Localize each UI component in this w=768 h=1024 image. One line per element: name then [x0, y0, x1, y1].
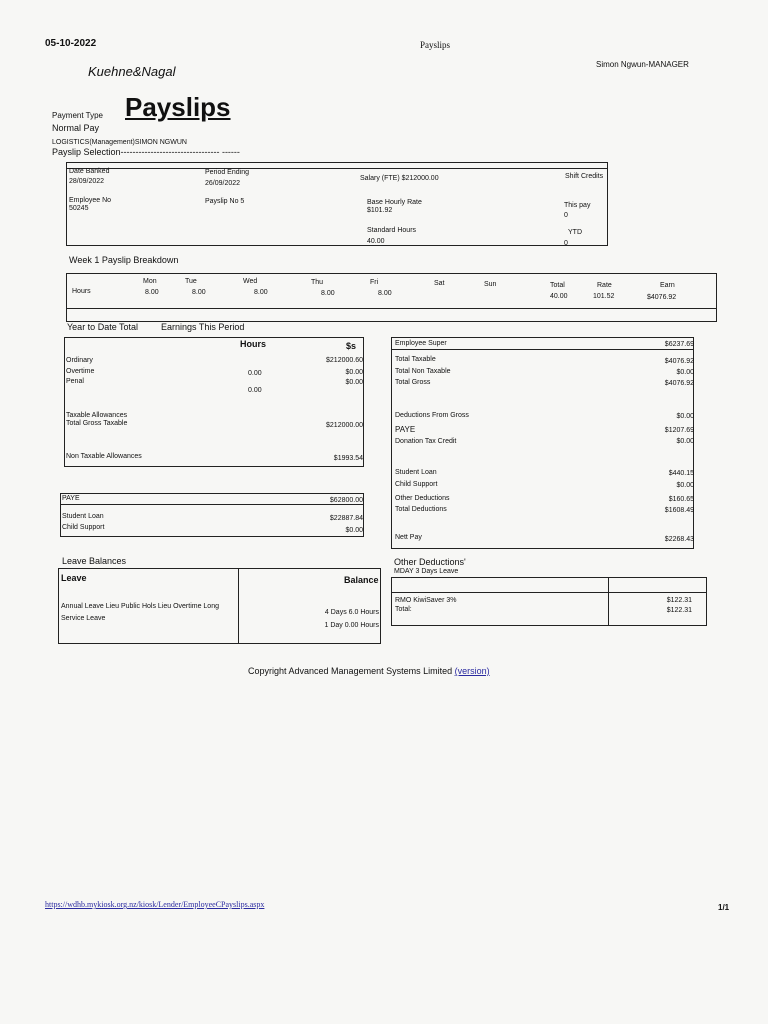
earnings-this-period-title: Earnings This Period [161, 322, 245, 332]
period-paye-label: PAYE [395, 425, 416, 434]
page-url-link[interactable]: https://wdhb.mykiosk.org.nz/kiosk/Lender/EmployeeCPayslips.aspx [45, 900, 265, 909]
overtime-hours: 0.00 [248, 370, 262, 377]
period-ending-value: 26/09/2022 [205, 180, 241, 187]
standard-hours-label: Standard Hours [367, 227, 417, 234]
week-row-label: Hours [72, 288, 91, 295]
total-taxable-label: Total Taxable [395, 356, 436, 363]
salary: Salary (FTE) $212000.00 [360, 175, 439, 182]
nett-pay-value: $2268.43 [664, 536, 694, 543]
payment-type-label: Payment Type [52, 111, 103, 120]
period-student-loan-value: $440.15 [668, 470, 694, 477]
company-name: Kuehne&Nagal [88, 64, 176, 79]
summary-box-divider [391, 349, 694, 350]
balance-header: Balance [344, 575, 379, 585]
page-header-title: Payslips [420, 40, 451, 50]
version-link[interactable]: (version) [454, 666, 490, 676]
total-gross-taxable-value: $212000.00 [326, 422, 363, 429]
leave-table-column-rule [238, 568, 239, 644]
donation-credit-value: $0.00 [676, 438, 694, 445]
total-deductions-value: $1608.49 [664, 507, 694, 514]
base-rate-label: Base Hourly Rate [367, 199, 422, 206]
user-name: Simon Ngwun-MANAGER [596, 60, 689, 69]
day-sat-name: Sat [434, 280, 445, 287]
penal-value: $0.00 [345, 379, 363, 386]
overtime-label: Overtime [66, 368, 95, 375]
copyright [248, 666, 490, 677]
week-earn-value: $4076.92 [647, 294, 677, 301]
period-child-support-value: $0.00 [676, 482, 694, 489]
hours-header: Hours [240, 339, 267, 349]
ytd-tax-box [60, 493, 364, 537]
leave-balance-2: 1 Day 0.00 Hours [324, 622, 379, 629]
ytd-child-support-value: $0.00 [345, 527, 363, 534]
total-gross-value: $4076.92 [664, 380, 694, 387]
ytd-student-loan-value: $22887.84 [329, 515, 363, 522]
deductions-gross-label: Deductions From Gross [395, 412, 469, 419]
penal-label: Penal [66, 378, 84, 385]
tax-box-divider [60, 504, 364, 505]
dollars-header: $s [346, 341, 357, 351]
day-mon-hours: 8.00 [145, 289, 159, 296]
week-rate-value: 101.52 [593, 293, 615, 300]
week-total-value: 40.00 [550, 293, 568, 300]
non-taxable-value: $1993.54 [333, 455, 363, 462]
ytd-value: 0 [564, 240, 568, 247]
day-fri-name: Fri [370, 279, 379, 286]
base-rate-value: $101.92 [367, 207, 393, 214]
non-taxable-label: Non Taxable Allowances [66, 453, 142, 460]
deductions-total-label: Total: [395, 606, 412, 613]
ordinary-label: Ordinary [66, 357, 93, 364]
total-deductions-label: Total Deductions [395, 506, 447, 513]
employee-no-value: 50245 [69, 205, 89, 212]
employee-no-label: Employee No [69, 197, 112, 204]
ytd-child-support-label: Child Support [62, 524, 105, 531]
period-ending-label: Period Ending [205, 169, 249, 176]
ytd-title: Year to Date Total [67, 322, 139, 332]
copyright-text: Copyright Advanced Management Systems Limited [248, 666, 453, 676]
day-sun-name: Sun [484, 281, 497, 288]
other-deductions-title: Other Deductions' [394, 557, 466, 567]
week-rate-label: Rate [597, 282, 612, 289]
leave-types: Annual Leave Lieu Public Hols Lieu Overtime Long Service Leave [61, 603, 219, 622]
payslip-no: Payslip No 5 [205, 198, 245, 205]
other-deductions-subtitle: MDAY 3 Days Leave [394, 568, 459, 575]
taxable-allowances-label: Taxable Allowances [66, 412, 128, 419]
info-box-divider [66, 168, 608, 169]
period-paye-value: $1207.69 [664, 427, 694, 434]
overtime-value: $0.00 [345, 369, 363, 376]
this-pay-value: 0 [564, 212, 568, 219]
penal-hours: 0.00 [248, 387, 262, 394]
day-tue-name: Tue [185, 278, 197, 285]
total-gross-taxable-label: Total Gross Taxable [66, 420, 128, 427]
day-wed-hours: 8.00 [254, 289, 268, 296]
total-gross-label: Total Gross [395, 379, 431, 386]
week-earn-label: Earn [660, 282, 675, 289]
total-non-taxable-label: Total Non Taxable [395, 368, 451, 375]
deductions-gross-value: $0.00 [676, 413, 694, 420]
other-deductions-label: Other Deductions [395, 495, 450, 502]
employee-super-value: $6237.69 [664, 341, 694, 348]
main-title: Payslips [125, 92, 231, 122]
leave-balance-1: 4 Days 6.0 Hours [324, 609, 379, 616]
donation-credit-label: Donation Tax Credit [395, 438, 457, 445]
standard-hours-value: 40.00 [367, 238, 385, 245]
day-tue-hours: 8.00 [192, 289, 206, 296]
print-date: 05-10-2022 [45, 38, 97, 49]
ordinary-value: $212000.60 [326, 357, 363, 364]
ytd-paye-label: PAYE [62, 495, 80, 502]
leave-balances-title: Leave Balances [62, 556, 127, 566]
day-thu-name: Thu [311, 279, 324, 286]
deductions-table-column-rule [608, 577, 609, 626]
other-deductions-value: $160.65 [668, 496, 694, 503]
leave-header: Leave [61, 573, 87, 583]
info-box-left-rule [66, 168, 67, 246]
date-banked-label: Date Banked [69, 168, 110, 175]
ytd-earnings-box [64, 337, 364, 467]
ytd-paye-value: $62800.00 [329, 497, 363, 504]
period-child-support-label: Child Support [395, 481, 438, 488]
shift-credits-label: Shift Credits [565, 173, 604, 180]
department: LOGISTICS(Management)SIMON NGWUN [52, 139, 187, 146]
day-thu-hours: 8.00 [321, 290, 335, 297]
nett-pay-label: Nett Pay [395, 534, 422, 541]
page-number: 1/1 [718, 903, 730, 912]
week-total-label: Total [550, 282, 565, 289]
payment-type-value: Normal Pay [52, 123, 100, 133]
deductions-table-row-rule [391, 592, 707, 593]
week-breakdown-title: Week 1 Payslip Breakdown [69, 255, 179, 265]
total-non-taxable-value: $0.00 [676, 369, 694, 376]
employee-super-label: Employee Super [395, 340, 447, 347]
ytd-student-loan-label: Student Loan [62, 513, 104, 520]
kiwisaver-value: $122.31 [666, 597, 692, 604]
payslip-info-box [66, 162, 608, 246]
week-box-divider [66, 308, 717, 309]
kiwisaver-label: RMO KiwiSaver 3% [395, 597, 457, 604]
date-banked-value: 28/09/2022 [69, 178, 105, 185]
period-student-loan-label: Student Loan [395, 469, 437, 476]
this-pay-label: This pay [564, 202, 591, 209]
deductions-total-value: $122.31 [666, 607, 692, 614]
total-taxable-value: $4076.92 [664, 358, 694, 365]
day-fri-hours: 8.00 [378, 290, 392, 297]
payslip-selection: Payslip Selection--------------------------------- ------ [52, 147, 240, 157]
ytd-label: YTD [568, 229, 582, 236]
day-wed-name: Wed [243, 278, 258, 285]
day-mon-name: Mon [143, 278, 157, 285]
